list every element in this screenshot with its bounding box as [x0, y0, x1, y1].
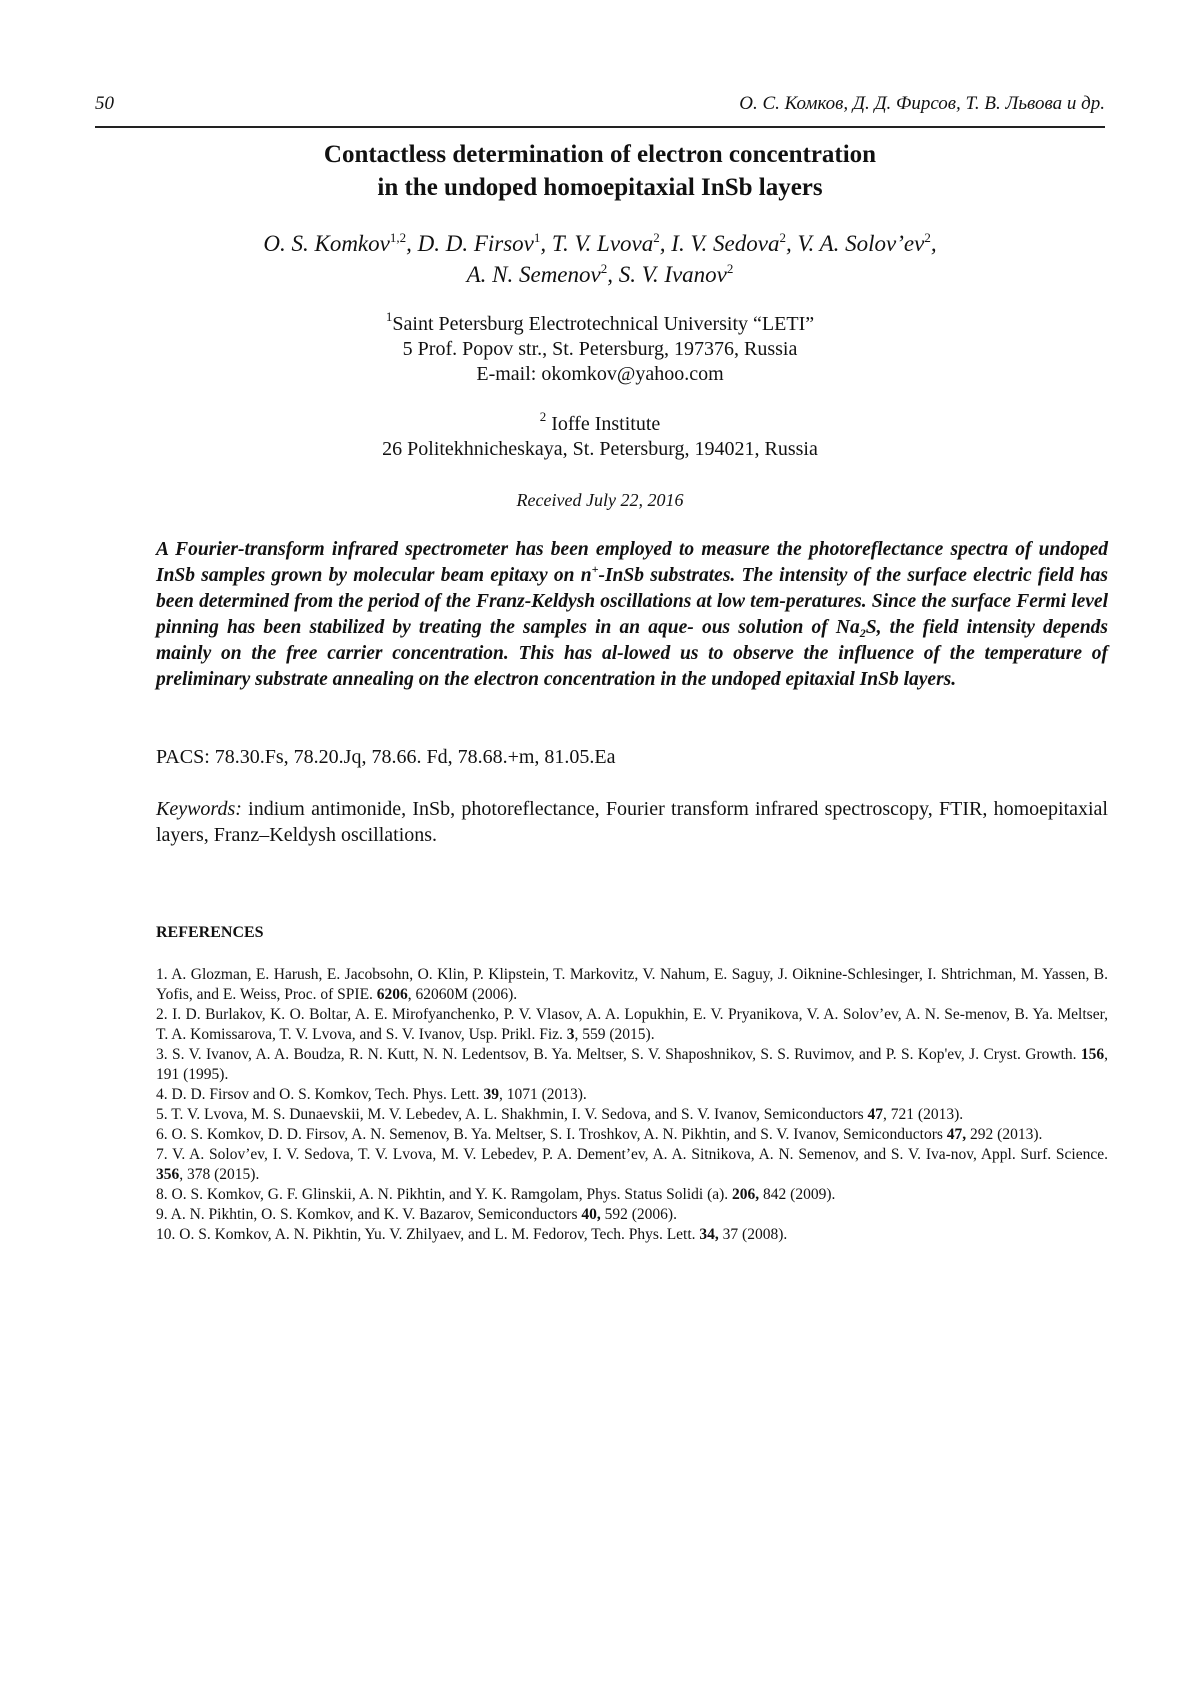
author-affiliation-mark: 2	[653, 230, 660, 245]
affiliation-address: 5 Prof. Popov str., St. Petersburg, 197376, Russia	[402, 338, 798, 360]
reference-item: 10. O. S. Komkov, A. N. Pikhtin, Yu. V. Zhilyaev, and L. M. Fedorov, Tech. Phys. Lett. 34, 37 (2008).	[156, 1226, 788, 1243]
affiliation-1	[0, 309, 1200, 387]
paper-title	[0, 138, 1200, 204]
affiliation-name: Saint Petersburg Electrotechnical University “LETI”	[392, 313, 815, 335]
affiliation-2	[0, 409, 1200, 462]
affiliation-address: 26 Politekhnicheskaya, St. Petersburg, 194021, Russia	[382, 438, 818, 460]
running-head	[95, 93, 1105, 115]
reference-item: 2. I. D. Burlakov, K. O. Boltar, A. E. Mirofyanchenko, P. V. Vlasov, A. A. Lopukhin, E. V. Pryanikova, V. A. Solov’ev, A. N. Se-menov, B. Ya. Meltser, T. A. Komissarova, T. V. Lvova, and S. V. Ivanov, Usp. Prikl. Fiz. 3, 559 (2015).	[156, 1006, 1108, 1043]
reference-item: 4. D. D. Firsov and O. S. Komkov, Tech. Phys. Lett. 39, 1071 (2013).	[156, 1086, 587, 1103]
author-affiliation-mark: 2	[726, 261, 734, 276]
references-heading: REFERENCES	[156, 924, 264, 941]
author-name: V. A. Solov’ev	[797, 231, 925, 256]
running-authors: О. С. Комков, Д. Д. Фирсов, Т. В. Львова и др.	[739, 93, 1105, 114]
author-list	[0, 228, 1200, 290]
pacs-codes: PACS: 78.30.Fs, 78.20.Jq, 78.66. Fd, 78.68.+m, 81.05.Ea	[156, 746, 616, 768]
author-affiliation-mark: 2	[779, 230, 786, 245]
keywords-label: Keywords:	[156, 798, 242, 820]
author-line: O. S. Komkov$^{1,2}$, D. D. Firsov$^1$, T. V. Lvova$^2$, I. V. Sedova$^2$, V. A. $Solov’ev^2$,	[263, 230, 937, 256]
author-name: T. V. Lvova	[551, 231, 654, 256]
page-number: 50	[95, 93, 114, 114]
author-name: I. V. Sedova	[671, 231, 780, 256]
author-email: E-mail: okomkov@yahoo.com	[476, 363, 724, 385]
author-name: D. D. Firsov	[417, 231, 534, 256]
title-line: in the undoped homoepitaxial InSb layers	[377, 174, 823, 201]
author-name: A. N. Semenov	[466, 262, 601, 287]
author-name: O. S. Komkov	[263, 231, 390, 256]
affiliation-number: 2	[539, 409, 547, 424]
title-line: Contactless determination of electron concentration	[323, 141, 877, 168]
abstract: A Fourier-transform infrared spectrometer has been employed to measure the photoreflectance spectra of undoped InSb samples grown by molecular beam epitaxy on n+-InSb substrates. The intensity of the surface electric field has been determined from the period of the Franz-Keldysh oscillations at low tem-peratures. Since the surface Fermi level pinning has been stabilized by treating the samples in an aque- ous solution of $Na_2S$, the field intensity depends mainly on the free carrier concentration. This has al-lowed us to observe the influence of the temperature of preliminary substrate annealing on the electron concentration in the undoped epitaxial InSb layers.	[156, 539, 1109, 690]
author-affiliation-mark: 2	[600, 261, 608, 276]
reference-item: 7. V. A. Solov’ev, I. V. Sedova, T. V. Lvova, M. V. Lebedev, P. A. Dement’ev, A. A. Sitnikova, A. N. Semenov, and S. V. Iva-nov, Appl. Surf. Science. 356, 378 (2015).	[156, 1146, 1108, 1183]
reference-item: 1. A. Glozman, E. Harush, E. Jacobsohn, O. Klin, P. Klipstein, T. Markovitz, V. Nahum, E. Saguy, J. Oiknine-Schlesinger, I. Shtrichman, M. Yassen, B. Yofis, and E. Weiss, Proc. of SPIE. 6206, 62060M (2006).	[156, 966, 1108, 1003]
affiliation-number: 1	[385, 309, 393, 324]
reference-item: 6. O. S. Komkov, D. D. Firsov, A. N. Semenov, B. Ya. Meltser, S. I. Troshkov, A. N. Pikhtin, and S. V. Ivanov, Semiconductors 47, 292 (2013).	[156, 1126, 1043, 1143]
reference-item: 8. O. S. Komkov, G. F. Glinskii, A. N. Pikhtin, and Y. K. Ramgolam, Phys. Status Solidi (a). 206, 842 (2009).	[156, 1186, 836, 1203]
reference-list	[156, 965, 1108, 1245]
author-affiliation-mark: 1	[533, 230, 541, 245]
author-affiliation-mark: 1,2	[389, 230, 407, 245]
reference-item: 3. S. V. Ivanov, A. A. Boudza, R. N. Kutt, N. N. Ledentsov, B. Ya. Meltser, S. V. Shaposhnikov, S. S. Ruvimov, and P. S. Kop'ev, J. Cryst. Growth. 156, 191 (1995).	[156, 1046, 1108, 1083]
author-name: S. V. Ivanov	[618, 262, 727, 287]
author-affiliation-mark: 2	[924, 230, 931, 245]
keywords	[156, 796, 1108, 848]
keywords-text: indium antimonide, InSb, photoreflectance, Fourier transform infrared spectroscopy, FTIR, homoepitaxial layers, Franz–Keldysh oscillations.	[156, 798, 1108, 846]
reference-item: 9. A. N. Pikhtin, O. S. Komkov, and K. V. Bazarov, Semiconductors 40, 592 (2006).	[156, 1206, 677, 1223]
header-rule	[95, 126, 1105, 128]
reference-item: 5. T. V. Lvova, M. S. Dunaevskii, M. V. Lebedev, A. L. Shakhmin, I. V. Sedova, and S. V. Ivanov, Semiconductors 47, 721 (2013).	[156, 1106, 964, 1123]
affiliation-name: Ioffe Institute	[546, 413, 661, 435]
received-date: Received July 22, 2016	[516, 490, 684, 510]
author-line: A. N. Semenov$^2$, S. V. Ivanov$^2$	[466, 261, 734, 287]
